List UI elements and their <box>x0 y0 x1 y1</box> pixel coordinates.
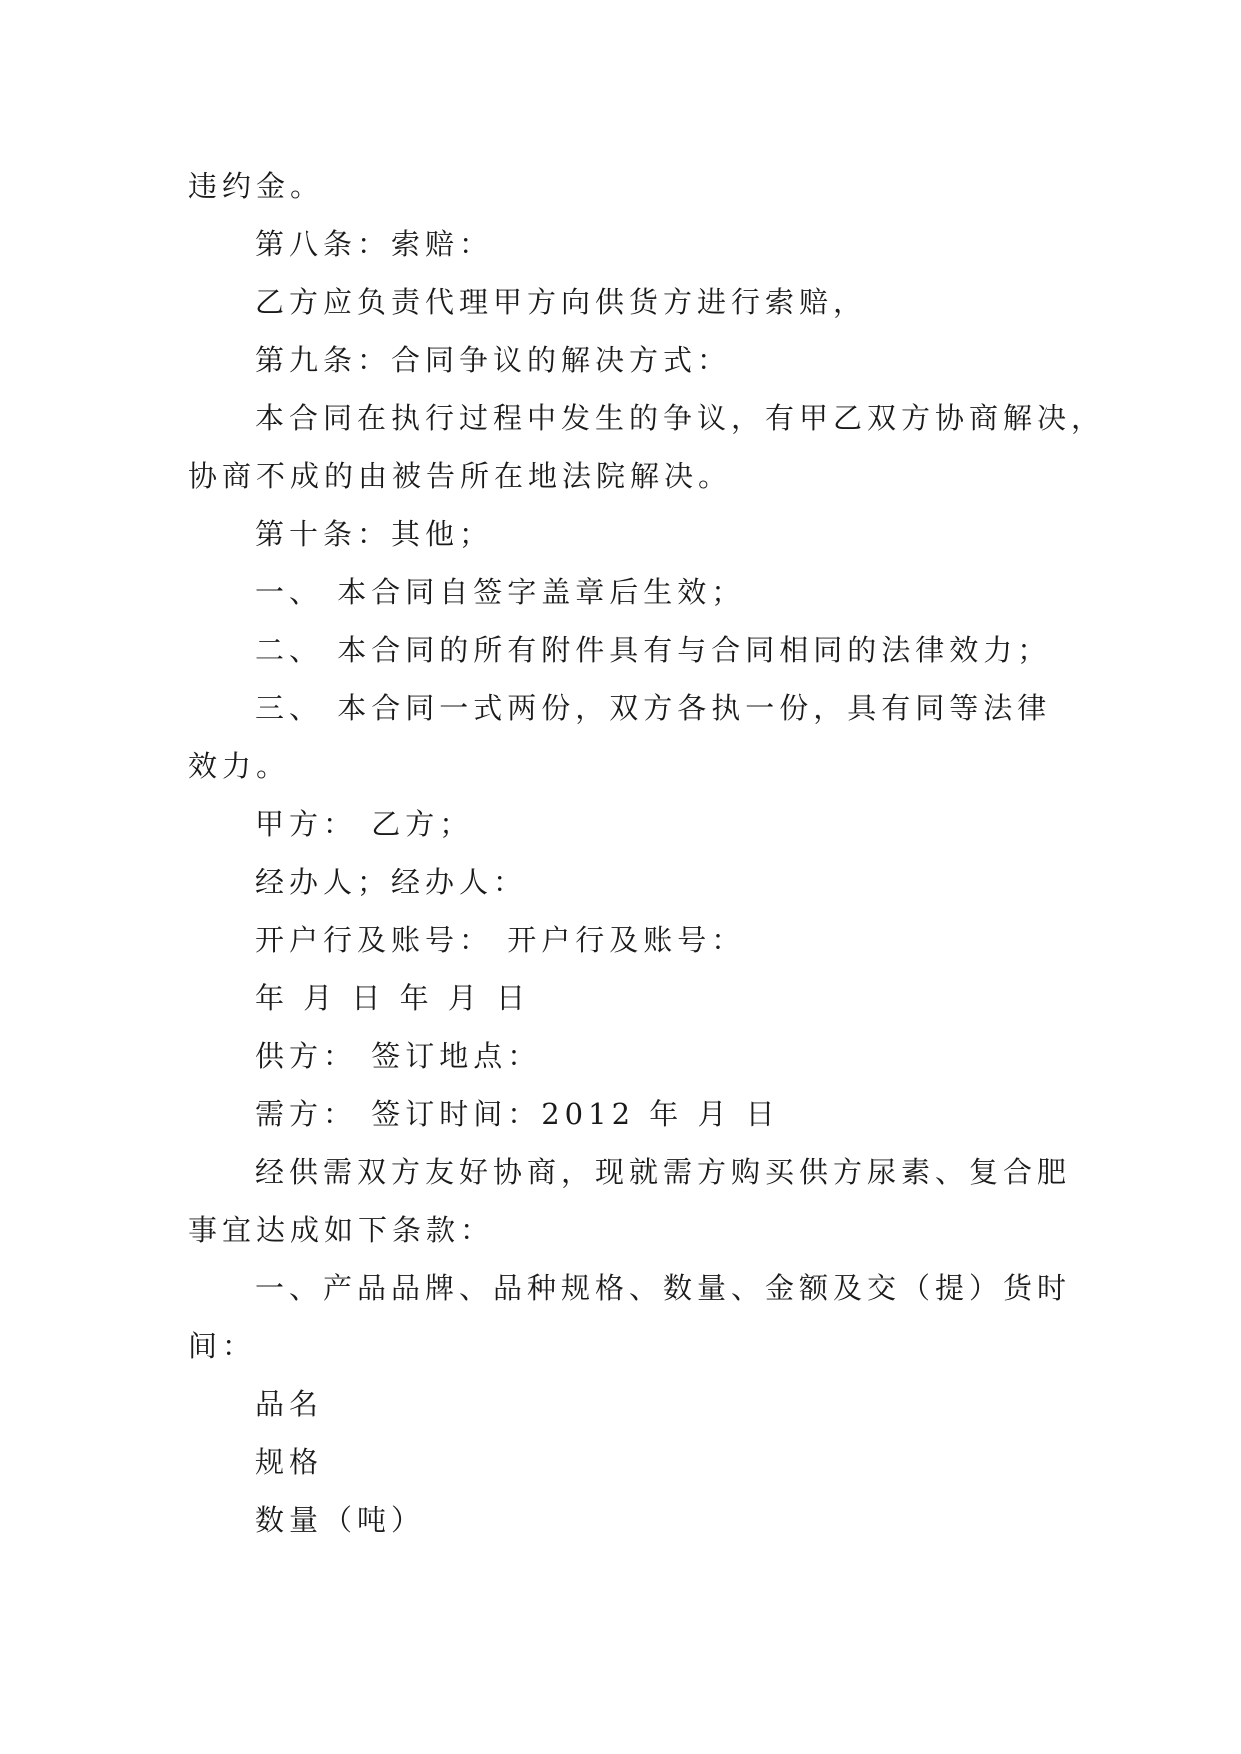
article-9-heading: 第九条：合同争议的解决方式： <box>255 343 732 377</box>
text-line: 协商不成的由被告所在地法院解决。 <box>188 459 733 493</box>
field-label: 规格 <box>255 1445 324 1479</box>
text-line: 违约金。 <box>188 169 325 203</box>
text-line: 经供需双方友好协商，现就需方购买供方尿素、复合肥 <box>255 1155 1072 1189</box>
text-line: 本合同在执行过程中发生的争议，有甲乙双方协商解决， <box>255 401 1106 435</box>
date-line: 年 月 日 年 月 日 <box>255 981 531 1015</box>
signature-line: 开户行及账号： 开户行及账号： <box>255 923 746 957</box>
list-item: 二、 本合同的所有附件具有与合同相同的法律效力； <box>255 633 1052 667</box>
text-line: 间： <box>188 1329 257 1363</box>
text-line: 事宜达成如下条款： <box>188 1213 495 1247</box>
text-line: 效力。 <box>188 749 291 783</box>
field-label: 品名 <box>255 1387 324 1421</box>
list-item: 一、 本合同自签字盖章后生效； <box>255 575 746 609</box>
section-heading: 一、产品品牌、品种规格、数量、金额及交（提）货时 <box>255 1271 1072 1305</box>
signature-line: 甲方： 乙方； <box>255 807 474 841</box>
field-label: 数量（吨） <box>255 1503 426 1537</box>
signature-line: 经办人；经办人： <box>255 865 528 899</box>
list-item: 三、 本合同一式两份，双方各执一份，具有同等法律 <box>255 691 1052 725</box>
buyer-line: 需方： 签订时间：2012 年 月 日 <box>255 1097 780 1131</box>
supplier-line: 供方： 签订地点： <box>255 1039 542 1073</box>
article-8-heading: 第八条：索赔： <box>255 227 494 261</box>
document-body <box>188 157 1106 1549</box>
article-10-heading: 第十条：其他； <box>255 517 494 551</box>
text-line: 乙方应负责代理甲方向供货方进行索赔， <box>255 285 868 319</box>
